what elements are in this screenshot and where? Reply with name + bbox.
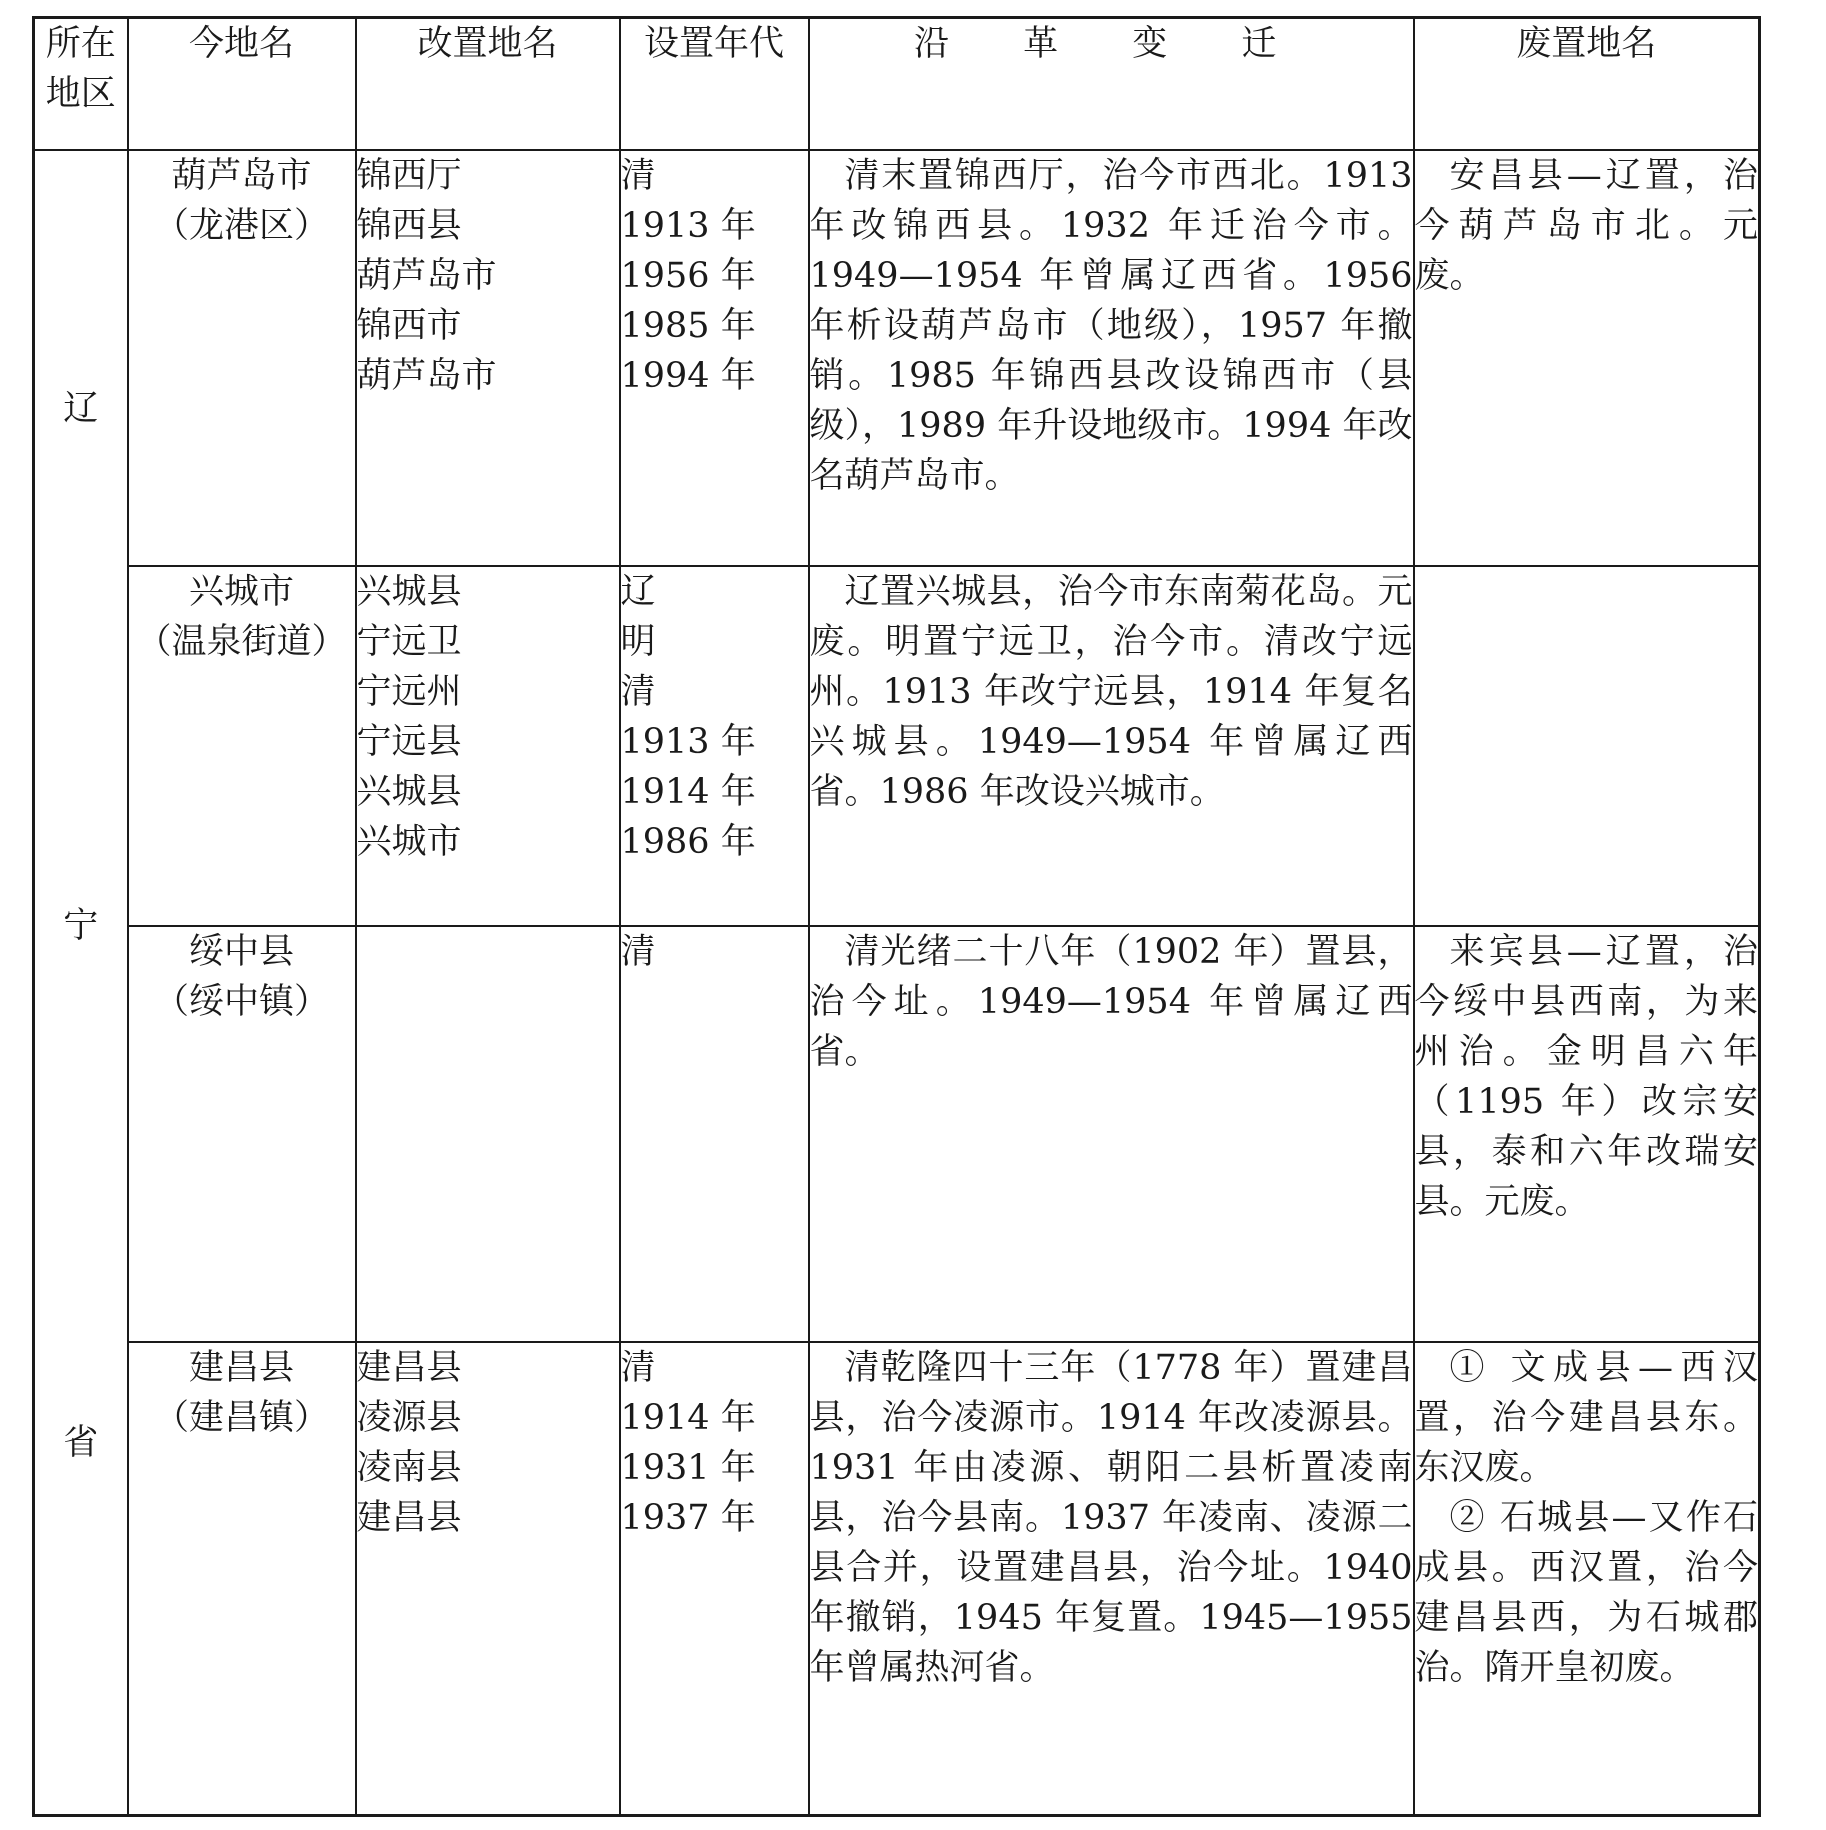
- current-name-cell: [128, 926, 356, 1342]
- table-row: [34, 566, 1760, 926]
- renamed-item: 建昌县: [356, 1348, 462, 1388]
- renamed-item: 兴城县: [356, 772, 462, 812]
- history-cell: [809, 150, 1414, 566]
- era-item: 1913 年: [620, 206, 756, 246]
- renamed-cell: [356, 566, 620, 926]
- era-item: 1914 年: [620, 772, 756, 812]
- abolished-cell: [1414, 1342, 1760, 1815]
- header-region-line: 地区: [45, 74, 116, 114]
- renamed-item: 葫芦岛市: [356, 256, 497, 296]
- history-cell: [809, 566, 1414, 926]
- current-seat: （建昌镇）: [153, 1398, 329, 1438]
- era-cell: [620, 1342, 809, 1815]
- current-seat: （绥中镇）: [153, 982, 329, 1022]
- header-row: [34, 18, 1760, 151]
- renamed-item: 宁远州: [356, 672, 462, 712]
- abolished-cell: [1414, 926, 1760, 1342]
- header-renamed: 改置地名: [356, 18, 620, 151]
- history-text: 清光绪二十八年（1902 年）置县，治今址。1949—1954 年曾属辽西省。: [809, 932, 1413, 1072]
- era-item: 1913 年: [620, 722, 756, 762]
- era-cell: [620, 926, 809, 1342]
- current-name: 绥中县: [188, 932, 294, 972]
- abolished-cell: [1414, 566, 1760, 926]
- renamed-item: 葫芦岛市: [356, 356, 497, 396]
- region-char: 省: [63, 1422, 99, 1463]
- history-cell: [809, 926, 1414, 1342]
- history-text: 清乾隆四十三年（1778 年）置建昌县，治今凌源市。1914 年改凌源县。1931 年由凌源、朝阳二县析置凌南县，治今县南。1937 年凌南、凌源二县合并，设置建昌县，治今址。1940 年撤销，1945 年复置。1945—1955 年曾属热河省。: [809, 1348, 1413, 1688]
- renamed-item: 锦西市: [356, 306, 462, 346]
- current-name: 兴城市: [188, 572, 294, 612]
- renamed-item: 锦西县: [356, 206, 462, 246]
- era-item: 1914 年: [620, 1398, 756, 1438]
- header-region: [34, 18, 128, 151]
- renamed-cell: [356, 926, 620, 1342]
- renamed-item: 锦西厅: [356, 156, 462, 196]
- era-item: 1986 年: [620, 822, 756, 862]
- renamed-cell: [356, 150, 620, 566]
- era-item: 清: [620, 672, 656, 712]
- region-cell: [34, 150, 128, 1815]
- header-current-name: 今地名: [128, 18, 356, 151]
- header-region-line: 所在: [45, 24, 116, 64]
- renamed-item: 建昌县: [356, 1498, 462, 1538]
- renamed-item: 兴城县: [356, 572, 462, 612]
- abolished-text: 安昌县—辽置，治今葫芦岛市北。元废。: [1414, 156, 1758, 296]
- abolished-text: 来宾县—辽置，治今绥中县西南，为来州治。金明昌六年（1195 年）改宗安县，泰和六年改瑞安县。元废。: [1414, 932, 1758, 1222]
- abolished-text: ① 文成县—西汉置，治今建昌县东。东汉废。: [1414, 1348, 1758, 1488]
- abolished-text: ② 石城县—又作石成县。西汉置，治今建昌县西，为石城郡治。隋开皇初废。: [1414, 1498, 1758, 1688]
- current-seat: （龙港区）: [153, 206, 329, 246]
- header-era: 设置年代: [620, 18, 809, 151]
- current-seat: （温泉街道）: [136, 622, 347, 662]
- current-name-cell: [128, 566, 356, 926]
- history-text: 清末置锦西厅，治今市西北。1913 年改锦西县。1932 年迁治今市。1949—1954 年曾属辽西省。1956 年析设葫芦岛市（地级），1957 年撤销。1985 年锦西县改设锦西市（县级），1989 年升设地级市。1994 年改名葫芦岛市。: [809, 156, 1413, 496]
- table-row: [34, 926, 1760, 1342]
- table-row: [34, 1342, 1760, 1815]
- era-item: 1994 年: [620, 356, 756, 396]
- era-cell: [620, 566, 809, 926]
- history-cell: [809, 1342, 1414, 1815]
- region-char: 宁: [63, 905, 99, 946]
- current-name-cell: [128, 150, 356, 566]
- current-name: 葫芦岛市: [171, 156, 312, 196]
- renamed-item: 宁远县: [356, 722, 462, 762]
- era-item: 1956 年: [620, 256, 756, 296]
- current-name: 建昌县: [188, 1348, 294, 1388]
- era-item: 辽: [620, 572, 656, 612]
- header-history: 沿 革 变 迁: [809, 18, 1414, 151]
- era-item: 1931 年: [620, 1448, 756, 1488]
- era-item: 1937 年: [620, 1498, 756, 1538]
- era-item: 明: [620, 622, 656, 662]
- era-item: 1985 年: [620, 306, 756, 346]
- gazetteer-table: [32, 16, 1761, 1817]
- era-item: 清: [620, 1348, 656, 1388]
- abolished-cell: [1414, 150, 1760, 566]
- table-row: [34, 150, 1760, 566]
- renamed-item: 凌南县: [356, 1448, 462, 1488]
- era-item: 清: [620, 932, 656, 972]
- renamed-item: 兴城市: [356, 822, 462, 862]
- header-abolished: 废置地名: [1414, 18, 1760, 151]
- renamed-cell: [356, 1342, 620, 1815]
- renamed-item: 宁远卫: [356, 622, 462, 662]
- era-item: 清: [620, 156, 656, 196]
- renamed-item: 凌源县: [356, 1398, 462, 1438]
- region-char: 辽: [63, 389, 99, 430]
- era-cell: [620, 150, 809, 566]
- history-text: 辽置兴城县，治今市东南菊花岛。元废。明置宁远卫，治今市。清改宁远州。1913 年改宁远县，1914 年复名兴城县。1949—1954 年曾属辽西省。1986 年改设兴城市。: [809, 572, 1413, 812]
- current-name-cell: [128, 1342, 356, 1815]
